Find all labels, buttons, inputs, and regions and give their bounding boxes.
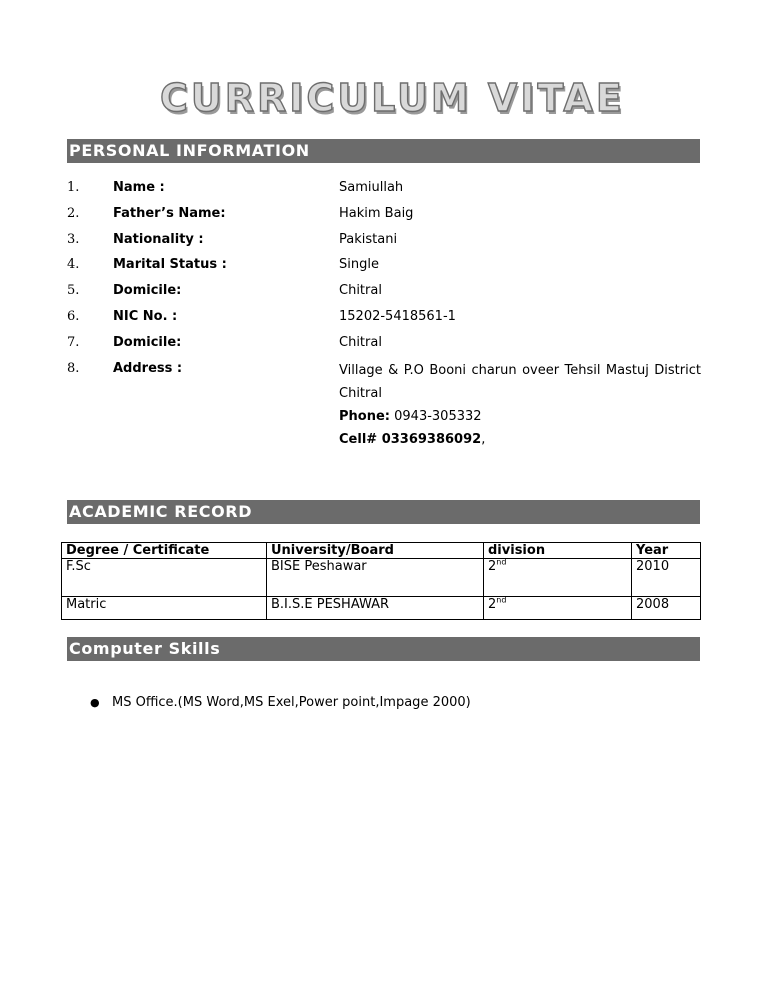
cell-suffix: , [481, 432, 486, 447]
column-header: division [484, 543, 632, 559]
division-value: 2 [488, 597, 497, 612]
field-label: Nationality : [113, 232, 204, 247]
personal-row-name [67, 178, 707, 198]
row-number: 1. [67, 180, 80, 195]
skill-text: MS Office.(MS Word,MS Exel,Power point,Impage 2000) [112, 695, 471, 710]
personal-information-heading: PERSONAL INFORMATION [67, 139, 700, 163]
field-label: Domicile: [113, 283, 182, 298]
field-value: 15202-5418561-1 [339, 309, 456, 324]
table-row [62, 597, 701, 620]
address-line-1: Village & P.O Booni charun oveer Tehsil Mastuj District [339, 363, 701, 378]
division-cell [484, 597, 632, 620]
year-cell: 2010 [632, 559, 701, 597]
column-header: Year [632, 543, 701, 559]
field-label: Name : [113, 180, 165, 195]
personal-row-marital-status [67, 255, 707, 275]
cell-line [339, 428, 701, 451]
division-suffix: nd [496, 595, 507, 605]
field-value: Chitral [339, 283, 382, 298]
page-title: CURRICULUM VITAE [160, 76, 625, 120]
personal-row-nationality [67, 230, 707, 250]
personal-row-nic [67, 307, 707, 327]
computer-skills-heading: Computer Skills [67, 637, 700, 661]
board-cell: BISE Peshawar [267, 559, 484, 597]
table-header-row [62, 543, 701, 559]
field-value: Samiullah [339, 180, 404, 195]
year-cell: 2008 [632, 597, 701, 620]
division-value: 2 [488, 559, 497, 574]
personal-row-domicile [67, 281, 707, 301]
field-value: Chitral [339, 335, 382, 350]
field-label: NIC No. : [113, 309, 178, 324]
division-suffix: nd [496, 557, 507, 567]
column-header: Degree / Certificate [62, 543, 267, 559]
phone-line [339, 405, 701, 428]
row-number: 2. [67, 206, 80, 221]
row-number: 8. [67, 361, 80, 376]
row-number: 5. [67, 283, 80, 298]
bullet-icon: ● [90, 696, 100, 709]
column-header: University/Board [267, 543, 484, 559]
address-block [339, 359, 701, 451]
row-number: 3. [67, 232, 80, 247]
row-number: 6. [67, 309, 80, 324]
division-cell [484, 559, 632, 597]
list-item [90, 693, 471, 713]
personal-row-domicile-2 [67, 333, 707, 353]
degree-cell: Matric [62, 597, 267, 620]
field-label: Marital Status : [113, 257, 227, 272]
board-cell: B.I.S.E PESHAWAR [267, 597, 484, 620]
academic-record-heading: ACADEMIC RECORD [67, 500, 700, 524]
field-label: Father’s Name: [113, 206, 226, 221]
personal-row-father-name [67, 204, 707, 224]
table-row [62, 559, 701, 597]
degree-cell: F.Sc [62, 559, 267, 597]
academic-table [61, 542, 701, 620]
cell-label: Cell# 03369386092 [339, 432, 482, 447]
field-value: Pakistani [339, 232, 398, 247]
field-label: Domicile: [113, 335, 182, 350]
field-label: Address : [113, 361, 183, 376]
row-number: 7. [67, 335, 80, 350]
field-value: Hakim Baig [339, 206, 414, 221]
phone-value: 0943-305332 [394, 409, 482, 424]
row-number: 4. [67, 257, 80, 272]
address-line-2: Chitral [339, 386, 382, 401]
phone-label: Phone: [339, 409, 390, 424]
field-value: Single [339, 257, 379, 272]
